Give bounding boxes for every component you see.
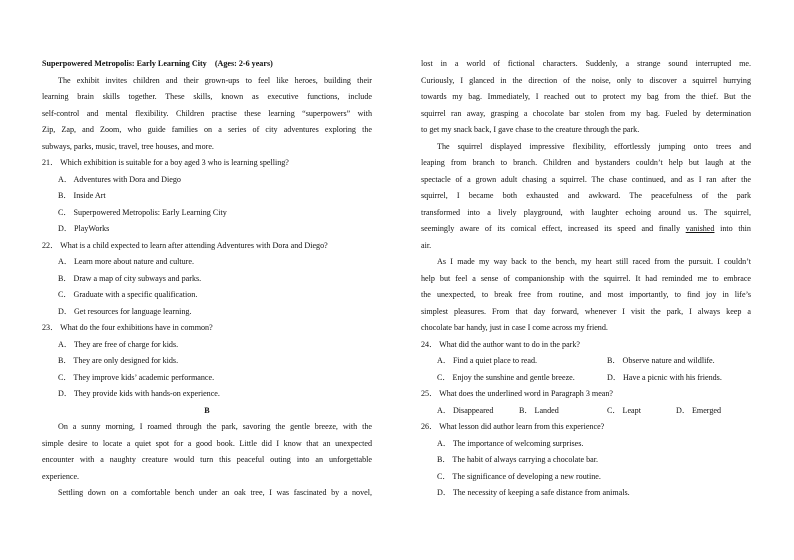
passage-b-left: On a sunny morning, I roamed through the park, savoring the gentle breeze, with the simple desire to locate a quiet spot for a good book. Little did I know that an unexpected encounter with a naughty creature would turn this peaceful outing into an unforgettable experience. Settling down on a comfortable bench under an oak tree, I was fascinated by a novel, — [42, 422, 372, 497]
intro-paragraph: The exhibit invites children and their grown-ups to feel like heroes, building their learning brain skills together. These skills, known as executive functions, include self-control and mental flexibility. Children practise these learning “superpowers” with Zip, Zap, and Zoom, who guide families on a series of city adventures exploring the subways, parks, music, travel, tree houses, and more. — [42, 75, 372, 151]
q26-option-d[interactable]: D． The necessity of keeping a safe distance from animals. — [437, 488, 630, 497]
question-25: 25． What does the underlined word in Paragraph 3 mean? — [421, 389, 614, 398]
q24-option-d[interactable]: D． Have a picnic with his friends. — [607, 372, 722, 382]
question-23: 23． What do the four exhibitions have in common? — [42, 323, 213, 332]
q21-option-d[interactable]: D． PlayWorks — [58, 224, 110, 233]
question-24: 24． What did the author want to do in the park? — [421, 339, 580, 349]
q21-option-a[interactable]: A． Adventures with Dora and Diego — [58, 174, 181, 184]
question-21: 21． Which exhibition is suitable for a boy aged 3 who is learning spelling? — [42, 158, 289, 167]
section-b-heading: B — [204, 405, 210, 415]
q26-option-b[interactable]: B． The habit of always carrying a chocolate bar. — [437, 455, 598, 464]
q21-option-c[interactable]: C． Superpowered Metropolis: Early Learning City — [58, 207, 227, 217]
passage-b-paragraph-2: The squirrel displayed impressive flexibility, effortlessly jumping onto trees and leaping from branch to branch. Children and bystanders couldn’t help but laugh at the spectacle of a grown adult chasing a squirrel. The chase continued, and as I ran after the squirrel, I became both exhausted and awkward. The peacefulness of the park transformed into a lively playground, with laughter echoing around us. The squirrel, seemingly aware of its comical effect, increased its speed and finally vanished into thin air. — [421, 141, 751, 250]
q24-option-c[interactable]: C． Enjoy the sunshine and gentle breeze. — [437, 372, 575, 382]
question-26: 26． What lesson did author learn from this experience? — [421, 422, 605, 431]
q26-option-c[interactable]: C． The significance of developing a new routine. — [437, 471, 601, 481]
exhibit-title: Superpowered Metropolis: Early Learning City (Ages: 2-6 years) — [42, 59, 273, 68]
passage-b-paragraph-3: As I made my way back to the bench, my heart still raced from the pursuit. I couldn’t help but feel a sense of companionship with the squirrel. It had reminded me to embrace the unexpected, to break free from routine, and most importantly, to find joy in life’s simplest pleasures. From that day forward, whenever I visit the park, I always keep a chocolate bar handy, just in case I come across my friend. — [421, 257, 751, 332]
left-column — [42, 56, 372, 502]
q26-option-a[interactable]: A． The importance of welcoming surprises. — [437, 438, 584, 448]
question-22: 22． What is a child expected to learn after attending Adventures with Dora and Diego? — [42, 240, 328, 250]
q21-option-b[interactable]: B． Inside Art — [58, 191, 106, 200]
q24-option-a[interactable]: A． Find a quiet place to read. — [437, 356, 538, 365]
q23-option-d[interactable]: D． They provide kids with hands-on experience. — [58, 389, 220, 398]
q23-option-a[interactable]: A． They are free of charge for kids. — [58, 339, 179, 349]
right-column — [421, 56, 751, 502]
q23-option-c[interactable]: C． They improve kids’ academic performance. — [58, 372, 215, 382]
q25-option-a[interactable]: A． Disappeared — [437, 405, 494, 415]
q22-option-b[interactable]: B． Draw a map of city subways and parks. — [58, 273, 202, 283]
q22-option-d[interactable]: D． Get resources for language learning. — [58, 306, 192, 316]
q25-option-c[interactable]: C． Leapt — [607, 405, 641, 415]
q23-option-b[interactable]: B． They are only designed for kids. — [58, 356, 179, 365]
underlined-word-vanished: vanished — [685, 224, 715, 233]
q22-option-a[interactable]: A． Learn more about nature and culture. — [58, 257, 194, 266]
q25-option-d[interactable]: D． Emerged — [676, 405, 722, 415]
q24-option-b[interactable]: B． Observe nature and wildlife. — [607, 356, 715, 365]
passage-b-paragraph-1: lost in a world of fictional characters. Suddenly, a strange sound interrupted me. Curiously, I glanced in the direction of the noise, only to discover a squirrel hurrying towards my bag. Immediately, I reached out to protect my bag from the thief. But the squirrel ran away, grasping a chocolate bar stolen from my bag. Fueled by determination to get my snack back, I gave chase to the creature through the park. — [421, 59, 751, 134]
q25-option-b[interactable]: B． Landed — [519, 405, 559, 415]
q22-option-c[interactable]: C． Graduate with a specific qualification. — [58, 290, 198, 299]
